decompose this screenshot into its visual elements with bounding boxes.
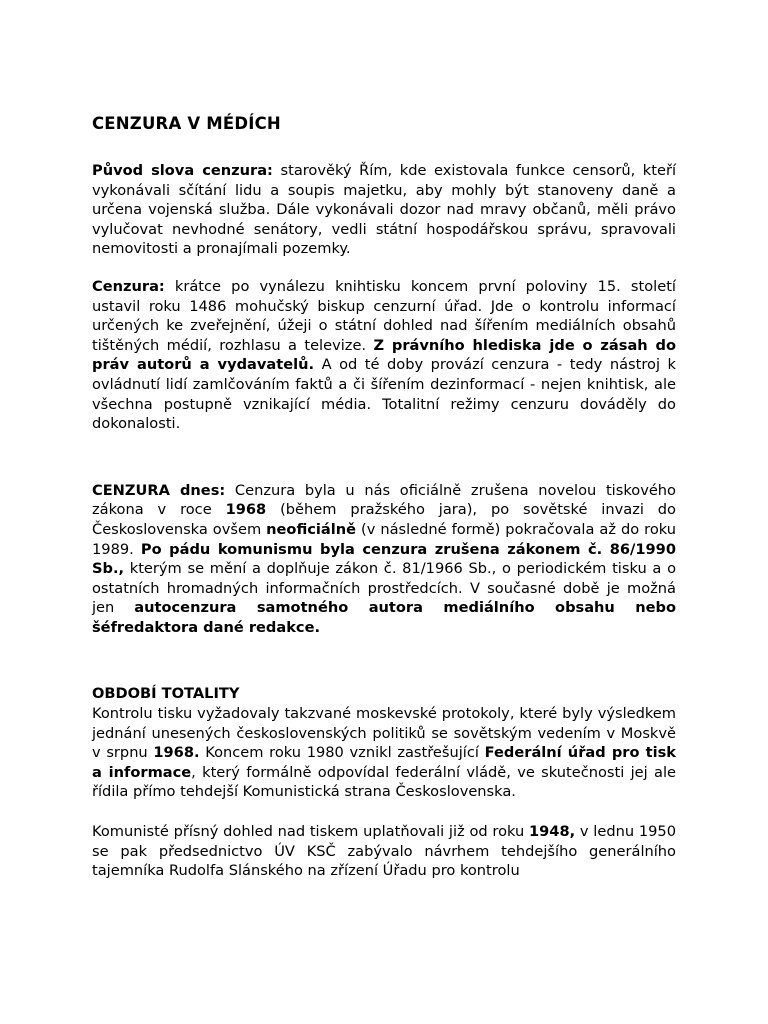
censorship-text-2: A od té doby provází cenzura - tedy nástroj k ovládnutí lidí zamlčováním faktů a či šířením dezinformací - nejen knihtisk, ale všechna postupně vznikající média. Totalitní režimy cenzuru dováděly do dokonalosti.: [92, 356, 676, 433]
totality-text-3: , který formálně odpovídal federální vládě, ve skutečnosti jej ale řídila přímo tehdejší Komunistická strana Československa.: [92, 763, 676, 801]
today-text-2: (během pražského jara), po sovětské invazi do Československa ovšem: [92, 501, 676, 538]
today-bold-2: neoficiálně: [266, 520, 357, 538]
origin-lead: Původ slova cenzura:: [92, 162, 273, 179]
paragraph-censorship: [92, 277, 676, 434]
today-text-3: (v následné formě) pokračovala až do roku 1989.: [92, 520, 676, 558]
paragraph-totality: [92, 704, 676, 802]
today-bold-4: autocenzura samotného autora mediálního obsahu nebo šéfredaktora dané redakce.: [92, 599, 677, 636]
censorship-bold-1: Z právního hlediska jde o zásah do práv autorů a vydavatelů.: [92, 336, 677, 374]
today-bold-3: Po pádu komunismu byla cenzura zrušena zákonem č. 86/1990 Sb.,: [92, 540, 676, 578]
totality-text-2: Koncem roku 1980 vznikl zastřešující: [199, 744, 485, 762]
section-heading-totality: OBDOBÍ TOTALITY: [92, 685, 240, 703]
today-lead: CENZURA dnes:: [92, 481, 226, 499]
paragraph-communists: [92, 822, 676, 881]
totality-text-1: Kontrolu tisku vyžadovaly takzvané moskevské protokoly, které byly výsledkem jednání unesených československých politiků se sovětským vedením v Moskvě v srpnu: [92, 705, 676, 762]
paragraph-today: [92, 481, 676, 638]
totality-bold-1: 1968.: [153, 744, 200, 762]
communists-text-1: Komunisté přísný dohled nad tiskem uplatňovali již od roku: [92, 823, 529, 841]
paragraph-origin: [92, 161, 676, 259]
document-title: CENZURA V MÉDÍCH: [92, 114, 281, 133]
communists-text-2: v lednu 1950 se pak předsednictvo ÚV KSČ zabývalo návrhem tehdejšího generálního tajemníka Rudolfa Slánského na zřízení Úřadu pro kontrolu: [92, 823, 676, 880]
today-text-1: Cenzura byla u nás oficiálně zrušena novelou tiskového zákona v roce: [92, 481, 676, 519]
communists-bold-1: 1948,: [529, 823, 576, 841]
today-bold-1: 1968: [225, 501, 267, 519]
totality-bold-2: Federální úřad pro tisk a informace: [92, 744, 676, 781]
censorship-lead: Cenzura:: [92, 277, 165, 295]
censorship-text-1: krátce po vynálezu knihtisku koncem první poloviny 15. století ustavil roku 1486 mohučský biskup cenzurní úřad. Jde o kontrolu informací určených ke zveřejnění, úžeji o státní dohled nad šířením mediálních obsahů tištěných médií, rozhlasu a televize.: [92, 277, 676, 354]
origin-text: starověký Řím, kde existovala funkce censorů, kteří vykonávali sčítání lidu a soupis majetku, aby mohly být stanoveny daně a určena vojenská služba. Dále vykonávali dozor nad mravy občanů, měli právo vylučovat nevhodné senátory, vedli státní hospodářskou správu, spravovali nemovitosti a pronajímali pozemky.: [92, 162, 676, 258]
today-text-4: kterým se mění a doplňuje zákon č. 81/1966 Sb., o periodickém tisku a o ostatních hromadných informačních prostředcích. V současné době je možná jen: [92, 560, 676, 617]
